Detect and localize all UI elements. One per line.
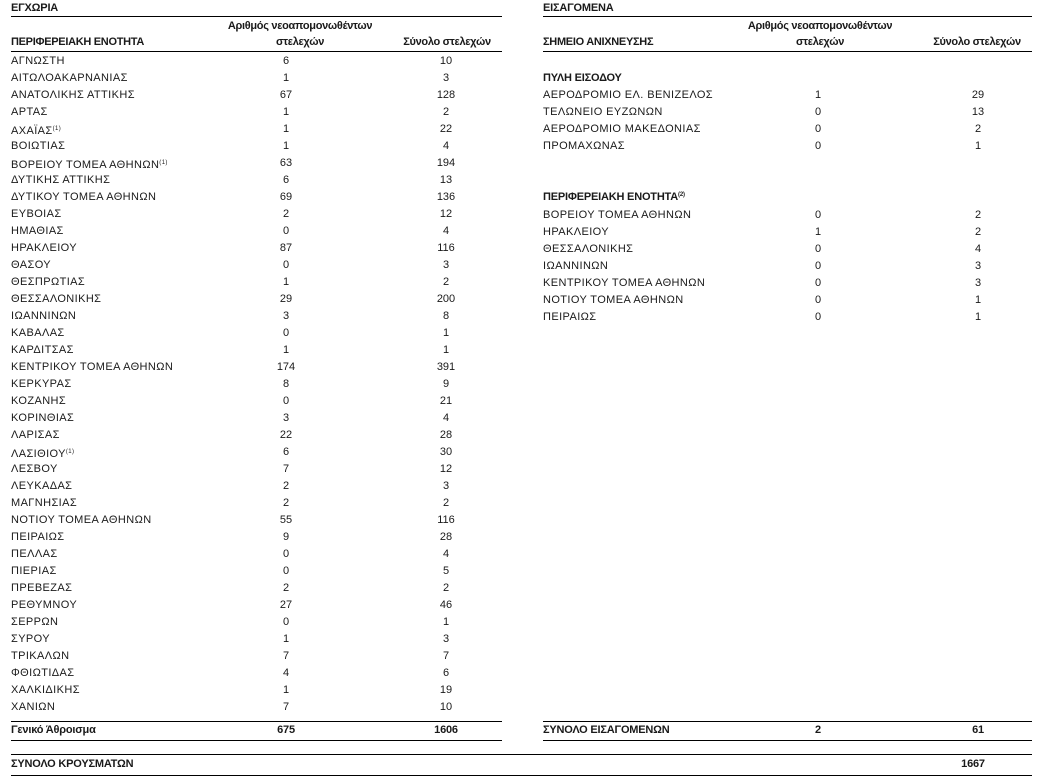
- row-new-value: 3: [282, 412, 290, 424]
- row-new-value: 174: [276, 361, 296, 373]
- table-row: [11, 478, 502, 495]
- row-name: [11, 495, 77, 512]
- left-section-title: ΕΓΧΩΡΙΑ: [11, 2, 59, 14]
- row-name: [11, 206, 62, 223]
- row-name-text: ΒΟΡΕΙΟΥ ΤΟΜΕΑ ΑΘΗΝΩΝ: [11, 159, 160, 171]
- row-total-value: 128: [436, 89, 456, 101]
- right-top-rule: [543, 16, 1032, 17]
- row-new-value: 0: [814, 243, 822, 255]
- table-row: [11, 648, 502, 665]
- row-total-value: 12: [439, 463, 453, 475]
- row-name: [543, 207, 691, 224]
- row-total-value: 4: [442, 140, 450, 152]
- table-row: [11, 121, 502, 138]
- row-new-value: 27: [279, 599, 293, 611]
- table-row: [11, 699, 502, 716]
- row-new-value: 67: [279, 89, 293, 101]
- row-name-text: ΑΡΤΑΣ: [11, 106, 48, 118]
- row-total-value: 21: [439, 395, 453, 407]
- left-total-label: Γενικό Άθροισμα: [11, 724, 96, 736]
- footnote-marker: (1): [52, 126, 62, 132]
- left-col-new-header: [195, 18, 405, 50]
- row-name: [11, 138, 65, 155]
- row-name: [11, 580, 72, 597]
- row-name: [11, 87, 135, 104]
- row-name-text: ΠΕΛΛΑΣ: [11, 548, 58, 560]
- row-name: [11, 512, 152, 529]
- row-name-text: ΘΑΣΟΥ: [11, 259, 52, 271]
- row-name: [11, 631, 50, 648]
- row-name-text: ΘΕΣΣΑΛΟΝΙΚΗΣ: [11, 293, 102, 305]
- table-row: [11, 665, 502, 682]
- row-total-value: 2: [974, 209, 982, 221]
- table-row: [11, 155, 502, 172]
- row-new-value: 6: [282, 55, 290, 67]
- row-total-value: 3: [442, 72, 450, 84]
- row-name: [11, 53, 65, 70]
- table-row: [11, 495, 502, 512]
- row-name: [543, 138, 625, 155]
- row-new-value: 1: [282, 344, 290, 356]
- row-name: [11, 563, 57, 580]
- row-name-text: ΠΕΙΡΑΙΩΣ: [11, 531, 65, 543]
- row-name: [11, 240, 77, 257]
- row-name: [11, 104, 48, 121]
- left-top-rule: [11, 16, 502, 17]
- footnote-marker: (1): [65, 449, 75, 455]
- right-total-row: [543, 722, 1032, 739]
- row-new-value: 69: [279, 191, 293, 203]
- row-name-text: ΑΕΡΟΔΡΟΜΙΟ ΕΛ. ΒΕΝΙΖΕΛΟΣ: [543, 89, 714, 101]
- row-name-text: ΜΑΓΝΗΣΙΑΣ: [11, 497, 78, 509]
- table-row: [11, 325, 502, 342]
- row-new-value: 0: [814, 106, 822, 118]
- row-name: [11, 665, 74, 682]
- row-total-value: 8: [442, 310, 450, 322]
- right-col-point-header: ΣΗΜΕΙΟ ΑΝΙΧΝΕΥΣΗΣ: [543, 36, 654, 48]
- row-name-text: ΑΕΡΟΔΡΟΜΙΟ ΜΑΚΕΔΟΝΙΑΣ: [543, 123, 701, 135]
- row-total-value: 391: [436, 361, 456, 373]
- row-name: [11, 427, 60, 444]
- row-total-value: 3: [442, 480, 450, 492]
- row-new-value: 7: [282, 701, 290, 713]
- row-name-text: ΝΟΤΙΟΥ ΤΟΜΕΑ ΑΘΗΝΩΝ: [11, 514, 152, 526]
- table-row: [11, 461, 502, 478]
- row-total-value: 2: [974, 123, 982, 135]
- row-new-value: 0: [814, 209, 822, 221]
- row-new-value: 0: [282, 616, 290, 628]
- row-name-text: ΚΟΡΙΝΘΙΑΣ: [11, 412, 75, 424]
- right-col-new-line2: στελεχών: [795, 36, 845, 48]
- row-new-value: 8: [282, 378, 290, 390]
- row-name: [11, 172, 110, 189]
- table-row: [543, 275, 1034, 292]
- row-name-text: ΑΙΤΩΛΟΑΚΑΡΝΑΝΙΑΣ: [11, 72, 128, 84]
- right-group2-title: [543, 191, 685, 203]
- row-new-value: 7: [282, 463, 290, 475]
- grand-total-label: ΣΥΝΟΛΟ ΚΡΟΥΣΜΑΤΩΝ: [11, 758, 134, 770]
- row-new-value: 1: [282, 276, 290, 288]
- table-row: [11, 614, 502, 631]
- row-total-value: 194: [436, 157, 456, 169]
- row-name: [11, 325, 65, 342]
- row-name: [11, 410, 74, 427]
- row-name-text: ΤΕΛΩΝΕΙΟ ΕΥΖΩΝΩΝ: [543, 106, 663, 118]
- table-row: [543, 224, 1034, 241]
- row-total-value: 1: [974, 294, 982, 306]
- row-total-value: 4: [974, 243, 982, 255]
- row-name-text: ΑΝΑΤΟΛΙΚΗΣ ΑΤΤΙΚΗΣ: [11, 89, 135, 101]
- table-row: [11, 291, 502, 308]
- row-new-value: 2: [282, 208, 290, 220]
- row-new-value: 1: [814, 89, 822, 101]
- row-name: [11, 393, 66, 410]
- row-total-value: 10: [439, 701, 453, 713]
- row-name-text: ΤΡΙΚΑΛΩΝ: [11, 650, 70, 662]
- row-name: [11, 648, 70, 665]
- right-group2-title-text: ΠΕΡΙΦΕΡΕΙΑΚΗ ΕΝΟΤΗΤΑ: [543, 191, 679, 203]
- row-name: [11, 597, 77, 614]
- table-row: [11, 359, 502, 376]
- row-name: [543, 275, 705, 292]
- left-col-new-line2: στελεχών: [275, 36, 325, 48]
- row-new-value: 2: [282, 480, 290, 492]
- row-name: [11, 699, 55, 716]
- table-row: [11, 376, 502, 393]
- row-name-text: ΚΕΡΚΥΡΑΣ: [11, 378, 72, 390]
- row-name-text: ΒΟΙΩΤΙΑΣ: [11, 140, 66, 152]
- row-new-value: 9: [282, 531, 290, 543]
- row-new-value: 2: [282, 582, 290, 594]
- row-name-text: ΧΑΝΙΩΝ: [11, 701, 56, 713]
- row-name: [11, 359, 173, 376]
- row-new-value: 0: [814, 311, 822, 323]
- table-row: [11, 444, 502, 461]
- right-group2-footnote: (2): [678, 192, 685, 198]
- table-row: [543, 138, 1034, 155]
- row-new-value: 0: [282, 548, 290, 560]
- row-total-value: 136: [436, 191, 456, 203]
- row-name-text: ΒΟΡΕΙΟΥ ΤΟΜΕΑ ΑΘΗΝΩΝ: [543, 209, 692, 221]
- row-total-value: 13: [971, 106, 985, 118]
- row-name-text: ΧΑΛΚΙΔΙΚΗΣ: [11, 684, 80, 696]
- table-row: [11, 70, 502, 87]
- row-new-value: 1: [282, 123, 290, 135]
- right-total-new: 2: [815, 724, 821, 736]
- table-row: [11, 682, 502, 699]
- row-total-value: 13: [439, 174, 453, 186]
- right-section-title: ΕΙΣΑΓΟΜΕΝΑ: [543, 2, 614, 14]
- row-new-value: 22: [279, 429, 293, 441]
- table-row: [543, 121, 1034, 138]
- row-name-text: ΣΕΡΡΩΝ: [11, 616, 59, 628]
- row-name: [11, 529, 64, 546]
- row-name: [11, 308, 76, 325]
- row-name-text: ΑΧΑΪΑΣ: [11, 125, 53, 137]
- row-new-value: 7: [282, 650, 290, 662]
- row-total-value: 1: [442, 344, 450, 356]
- row-name: [11, 70, 128, 87]
- table-row: [11, 308, 502, 325]
- grand-total-row: [11, 756, 1032, 773]
- row-name-text: ΝΟΤΙΟΥ ΤΟΜΕΑ ΑΘΗΝΩΝ: [543, 294, 684, 306]
- row-new-value: 1: [282, 106, 290, 118]
- row-total-value: 3: [442, 259, 450, 271]
- row-total-value: 28: [439, 429, 453, 441]
- right-col-total-header: Σύνολο στελεχών: [933, 36, 1021, 48]
- left-bottom-rule: [11, 740, 502, 741]
- row-name: [11, 546, 58, 563]
- table-row: [543, 292, 1034, 309]
- row-total-value: 7: [442, 650, 450, 662]
- grand-bottom-rule: [11, 775, 1032, 776]
- row-name: [11, 189, 156, 206]
- row-new-value: 0: [282, 225, 290, 237]
- row-total-value: 1: [442, 327, 450, 339]
- row-name-text: ΚΕΝΤΡΙΚΟΥ ΤΟΜΕΑ ΑΘΗΝΩΝ: [11, 361, 174, 373]
- row-total-value: 116: [437, 242, 455, 254]
- row-name-text: ΔΥΤΙΚΗΣ ΑΤΤΙΚΗΣ: [11, 174, 111, 186]
- row-total-value: 30: [439, 446, 453, 458]
- row-total-value: 12: [439, 208, 453, 220]
- row-name-text: ΛΑΡΙΣΑΣ: [11, 429, 60, 441]
- row-total-value: 5: [442, 565, 450, 577]
- row-name: [543, 121, 701, 138]
- row-total-value: 4: [442, 412, 450, 424]
- table-row: [11, 274, 502, 291]
- row-name: [11, 478, 72, 495]
- row-name-text: ΘΕΣΣΑΛΟΝΙΚΗΣ: [543, 243, 634, 255]
- table-row: [11, 257, 502, 274]
- row-name-text: ΑΓΝΩΣΤΗ: [11, 55, 65, 67]
- row-new-value: 4: [282, 667, 290, 679]
- row-name-text: ΚΑΒΑΛΑΣ: [11, 327, 65, 339]
- table-row: [11, 223, 502, 240]
- row-name-text: ΗΡΑΚΛΕΙΟΥ: [11, 242, 78, 254]
- row-new-value: 0: [814, 140, 822, 152]
- row-name: [11, 291, 101, 308]
- row-name-text: ΚΑΡΔΙΤΣΑΣ: [11, 344, 74, 356]
- row-total-value: 2: [442, 582, 450, 594]
- row-new-value: 0: [814, 277, 822, 289]
- table-row: [11, 546, 502, 563]
- table-row: [11, 597, 502, 614]
- row-name-text: ΗΡΑΚΛΕΙΟΥ: [543, 226, 610, 238]
- table-row: [11, 53, 502, 70]
- row-new-value: 0: [282, 395, 290, 407]
- table-row: [11, 189, 502, 206]
- grand-total-value: 1667: [961, 758, 985, 770]
- row-new-value: 1: [282, 72, 290, 84]
- row-name: [11, 682, 80, 699]
- row-name-text: ΚΕΝΤΡΙΚΟΥ ΤΟΜΕΑ ΑΘΗΝΩΝ: [543, 277, 706, 289]
- grand-top-rule: [11, 754, 1032, 755]
- right-total-total: 61: [972, 724, 984, 736]
- row-name-text: ΠΕΙΡΑΙΩΣ: [543, 311, 597, 323]
- row-total-value: 3: [974, 260, 982, 272]
- row-name-text: ΛΕΥΚΑΔΑΣ: [11, 480, 73, 492]
- right-bottom-rule: [543, 740, 1032, 741]
- table-row: [543, 207, 1034, 224]
- row-name-text: ΛΑΣΙΘΙΟΥ: [11, 448, 66, 460]
- right-total-label: ΣΥΝΟΛΟ ΕΙΣΑΓΟΜΕΝΩΝ: [543, 724, 670, 736]
- row-total-value: 22: [439, 123, 453, 135]
- row-new-value: 0: [282, 565, 290, 577]
- left-total-row: [11, 722, 502, 739]
- row-total-value: 2: [442, 276, 450, 288]
- row-total-value: 29: [971, 89, 985, 101]
- row-new-value: 0: [814, 294, 822, 306]
- row-new-value: 55: [279, 514, 293, 526]
- row-new-value: 87: [279, 242, 293, 254]
- right-header-rule: [543, 51, 1032, 52]
- row-name-text: ΔΥΤΙΚΟΥ ΤΟΜΕΑ ΑΘΗΝΩΝ: [11, 191, 157, 203]
- table-row: [11, 342, 502, 359]
- row-name-text: ΕΥΒΟΙΑΣ: [11, 208, 62, 220]
- row-new-value: 1: [282, 140, 290, 152]
- table-row: [543, 309, 1034, 326]
- row-total-value: 1: [442, 616, 450, 628]
- table-row: [11, 172, 502, 189]
- row-name-text: ΡΕΘΥΜΝΟΥ: [11, 599, 78, 611]
- table-row: [11, 410, 502, 427]
- row-new-value: 6: [282, 174, 290, 186]
- table-row: [11, 104, 502, 121]
- row-total-value: 3: [442, 633, 450, 645]
- left-total-total: 1606: [434, 724, 458, 736]
- row-new-value: 6: [282, 446, 290, 458]
- row-name-text: ΠΡΕΒΕΖΑΣ: [11, 582, 73, 594]
- table-row: [11, 87, 502, 104]
- left-header-rule: [11, 51, 502, 52]
- row-name-text: ΠΡΟΜΑΧΩΝΑΣ: [543, 140, 625, 152]
- row-name-text: ΙΩΑΝΝΙΝΩΝ: [543, 260, 609, 272]
- row-name-text: ΗΜΑΘΙΑΣ: [11, 225, 64, 237]
- row-total-value: 116: [437, 514, 455, 526]
- row-name: [543, 87, 713, 104]
- row-name-text: ΦΘΙΩΤΙΔΑΣ: [11, 667, 75, 679]
- left-total-new: 675: [277, 724, 295, 736]
- row-name-text: ΛΕΣΒΟΥ: [11, 463, 58, 475]
- table-row: [543, 241, 1034, 258]
- row-name: [11, 274, 85, 291]
- row-name: [543, 258, 608, 275]
- row-new-value: 3: [282, 310, 290, 322]
- row-new-value: 1: [282, 633, 290, 645]
- row-total-value: 4: [442, 548, 450, 560]
- right-group1-title: ΠΥΛΗ ΕΙΣΟΔΟΥ: [543, 72, 622, 84]
- footnote-marker: (1): [159, 160, 168, 166]
- table-row: [11, 393, 502, 410]
- row-new-value: 1: [282, 684, 290, 696]
- row-new-value: 0: [814, 260, 822, 272]
- table-row: [11, 138, 502, 155]
- row-name: [11, 257, 51, 274]
- row-name-text: ΙΩΑΝΝΙΝΩΝ: [11, 310, 77, 322]
- table-row: [11, 563, 502, 580]
- right-col-new-header: [715, 18, 925, 50]
- row-name: [11, 342, 74, 359]
- table-row: [11, 240, 502, 257]
- row-total-value: 28: [439, 531, 453, 543]
- row-name-text: ΘΕΣΠΡΩΤΙΑΣ: [11, 276, 86, 288]
- row-name: [543, 241, 633, 258]
- row-name: [543, 224, 609, 241]
- left-col-total-header: Σύνολο στελεχών: [403, 36, 491, 48]
- left-col-new-line1: Αριθμός νεοαπομονωθέντων: [227, 20, 373, 32]
- table-row: [11, 206, 502, 223]
- table-row: [11, 512, 502, 529]
- row-name: [543, 104, 663, 121]
- right-col-new-line1: Αριθμός νεοαπομονωθέντων: [747, 20, 893, 32]
- row-name-text: ΣΥΡΟΥ: [11, 633, 51, 645]
- row-total-value: 4: [442, 225, 450, 237]
- row-total-value: 2: [442, 106, 450, 118]
- row-total-value: 46: [439, 599, 453, 611]
- row-new-value: 2: [282, 497, 290, 509]
- row-total-value: 2: [974, 226, 982, 238]
- table-row: [543, 104, 1034, 121]
- table-row: [11, 427, 502, 444]
- row-total-value: 2: [442, 497, 450, 509]
- row-name-text: ΚΟΖΑΝΗΣ: [11, 395, 67, 407]
- row-new-value: 63: [279, 157, 293, 169]
- row-total-value: 9: [442, 378, 450, 390]
- row-total-value: 6: [442, 667, 450, 679]
- row-name: [11, 461, 58, 478]
- row-total-value: 3: [974, 277, 982, 289]
- row-total-value: 1: [974, 140, 982, 152]
- row-total-value: 10: [439, 55, 453, 67]
- left-col-region-header: ΠΕΡΙΦΕΡΕΙΑΚΗ ΕΝΟΤΗΤΑ: [11, 36, 145, 48]
- row-total-value: 19: [439, 684, 453, 696]
- row-name: [11, 223, 64, 240]
- row-total-value: 1: [974, 311, 982, 323]
- table-row: [543, 258, 1034, 275]
- row-new-value: 0: [282, 259, 290, 271]
- table-row: [11, 529, 502, 546]
- row-new-value: 0: [282, 327, 290, 339]
- row-new-value: 29: [279, 293, 293, 305]
- table-row: [11, 580, 502, 597]
- row-name: [11, 614, 58, 631]
- row-new-value: 0: [814, 123, 822, 135]
- row-name-text: ΠΙΕΡΙΑΣ: [11, 565, 57, 577]
- table-row: [11, 631, 502, 648]
- row-name: [543, 292, 684, 309]
- row-new-value: 1: [814, 226, 822, 238]
- table-row: [543, 87, 1034, 104]
- row-name: [11, 376, 72, 393]
- row-name: [543, 309, 596, 326]
- row-total-value: 200: [436, 293, 456, 305]
